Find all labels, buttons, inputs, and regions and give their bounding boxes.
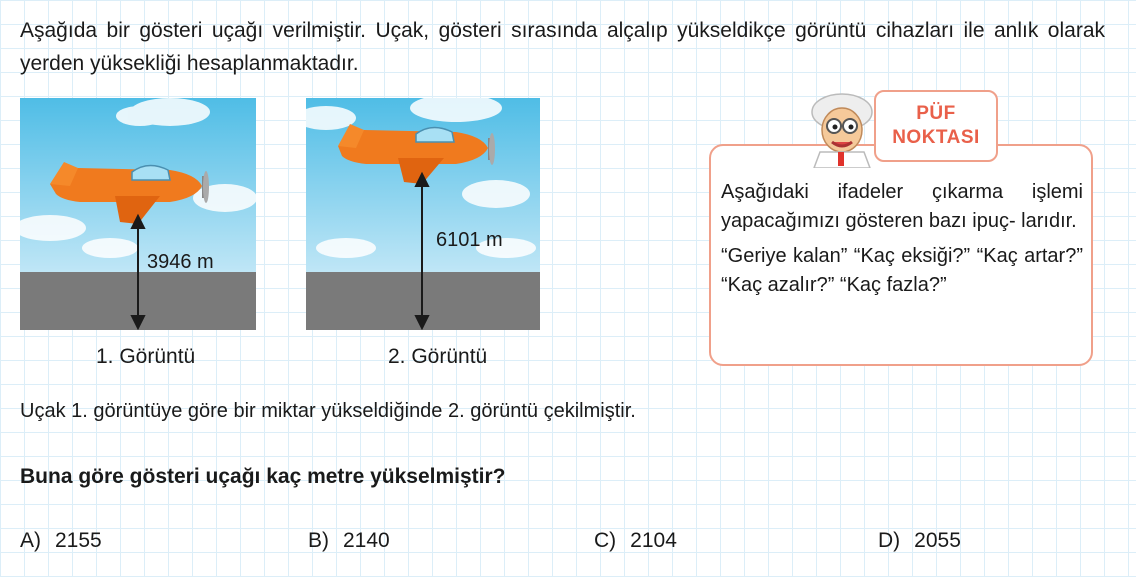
- option-a[interactable]: [20, 529, 102, 553]
- tip-text-1: Aşağıdaki ifadeler çıkarma işlemi yapacağımızı gösteren bazı ipuç- larıdır.: [721, 181, 1083, 232]
- intro-text: Aşağıda bir gösteri uçağı verilmiştir. Uçak, gösteri sırasında alçalıp yükseldikçe görüntü cihazları ile anlık olarak yerden yüksekliği hesaplanmaktadır.: [20, 19, 1105, 75]
- option-a-letter: A): [20, 529, 41, 552]
- plane-scene-2: [306, 98, 540, 330]
- plane-scene-1: [20, 98, 256, 330]
- option-d[interactable]: [878, 529, 961, 553]
- option-b-letter: B): [308, 529, 329, 552]
- tip-title: [874, 90, 998, 162]
- option-c-value: 2104: [630, 529, 677, 552]
- image-2-plane-high: [306, 98, 540, 330]
- tip-text: [721, 178, 1083, 300]
- caption-2: 2. Görüntü: [388, 345, 488, 368]
- statement-text: Uçak 1. görüntüye göre bir miktar yükseldiğinde 2. görüntü çekilmiştir.: [20, 400, 636, 422]
- image-1-plane-low: [20, 98, 256, 330]
- tip-text-2: “Geriye kalan” “Kaç eksiği?” “Kaç artar?” “Kaç azalır?” “Kaç fazla?”: [721, 245, 1083, 296]
- tip-title-line2: NOKTASI: [892, 127, 980, 148]
- option-c-letter: C): [594, 529, 617, 552]
- option-d-value: 2055: [914, 529, 961, 552]
- tip-title-line1: PÜF: [916, 103, 956, 124]
- scientist-icon: [804, 90, 884, 168]
- option-a-value: 2155: [55, 529, 102, 552]
- tip-badge: [804, 90, 998, 168]
- option-b-value: 2140: [343, 529, 390, 552]
- option-b[interactable]: [308, 529, 390, 553]
- option-c[interactable]: [594, 529, 677, 553]
- option-d-letter: D): [878, 529, 901, 552]
- height-label-2: 6101 m: [436, 229, 503, 251]
- question-text: Buna göre gösteri uçağı kaç metre yükselmiştir?: [20, 465, 506, 488]
- caption-1: 1. Görüntü: [96, 345, 196, 368]
- height-label-1: 3946 m: [147, 251, 214, 273]
